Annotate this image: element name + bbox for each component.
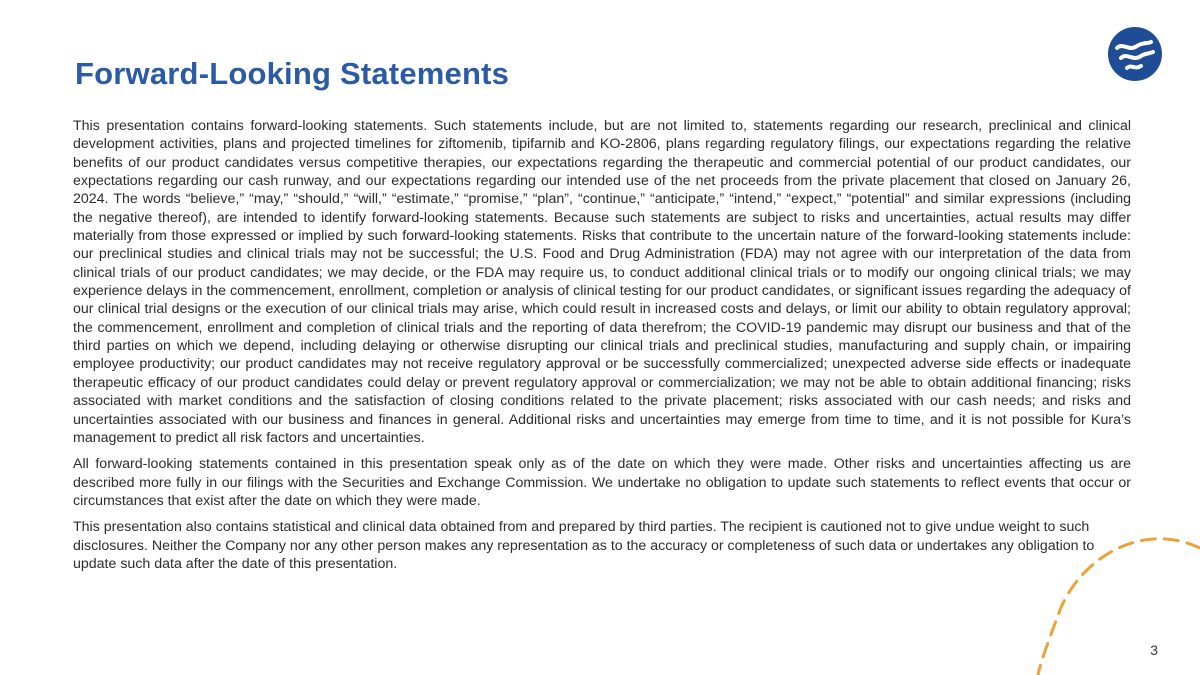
paragraph-third-party-data: This presentation also contains statistical and clinical data obtained from and prepared by third parties. The recipient is cautioned not to give undue weight to such disclosures. Neither the Company nor any other person makes any representation as to the accuracy or completeness of such data or undertakes any obligation to update such data after the date of this presentation. [73,519,1095,572]
page-title: Forward-Looking Statements [75,56,510,91]
paragraph-forward-looking: This presentation contains forward-looking statements. Such statements include, but are not limited to, statements regarding our research, preclinical and clinical development activities, plans and projected timelines for ziftomenib, tipifarnib and KO-2806, plans regarding regulatory filings, our expectations regarding the relative benefits of our product candidates versus competitive therapies, our expectations regarding the therapeutic and commercial potential of our product candidates, our expectations regarding our cash runway, and our expectations regarding our intended use of the net proceeds from the private placement that closed on January 26, 2024. The words “believe,” “may,” “should,” “will,” “estimate,” “promise,” “plan”, “continue,” “anticipate,” “intend,” “expect,” “potential” and similar expressions (including the negative thereof), are intended to identify forward-looking statements. Because such statements are subject to risks and uncertainties, actual results may differ materially from those expressed or implied by such forward-looking statements. Risks that contribute to the uncertain nature of the forward-looking statements include: our preclinical studies and clinical trials may not be successful; the U.S. Food and Drug Administration (FDA) may not agree with our interpretation of the data from clinical trials of our product candidates; we may decide, or the FDA may require us, to conduct additional clinical trials or to modify our ongoing clinical trials; we may experience delays in the commencement, enrollment, completion or analysis of clinical testing for our product candidates, or significant issues regarding the adequacy of our clinical trial designs or the execution of our clinical trials may arise, which could result in increased costs and delays, or limit our ability to obtain regulatory approval; the commencement, enrollment and completion of clinical trials and the reporting of data therefrom; the COVID-19 pandemic may disrupt our business and that of the third parties on which we depend, including delaying or otherwise disrupting our clinical trials and preclinical studies, manufacturing and supply chain, or impairing employee productivity; our product candidates may not receive regulatory approval or be successfully commercialized; unexpected adverse side effects or inadequate therapeutic efficacy of our product candidates could delay or prevent regulatory approval or commercialization; we may not be able to obtain additional financing; risks associated with market conditions and the satisfaction of closing conditions related to the private placement; risks associated with our cash needs; and risks and uncertainties associated with our business and finances in general. Additional risks and uncertainties may emerge from time to time, and it is not possible for Kura’s management to predict all risk factors and uncertainties. [73,118,1131,446]
company-logo-wave-icon [1107,26,1163,82]
paragraph-no-obligation: All forward-looking statements contained in this presentation speak only as of the date on which they were made. Other risks and uncertainties affecting us are described more fully in our filings with the Securities and Exchange Commission. We undertake no obligation to update such statements to reflect events that occur or circumstances that exist after the date on which they were made. [73,456,1131,509]
disclaimer-body [73,117,1131,573]
page-number: 3 [1150,642,1158,658]
